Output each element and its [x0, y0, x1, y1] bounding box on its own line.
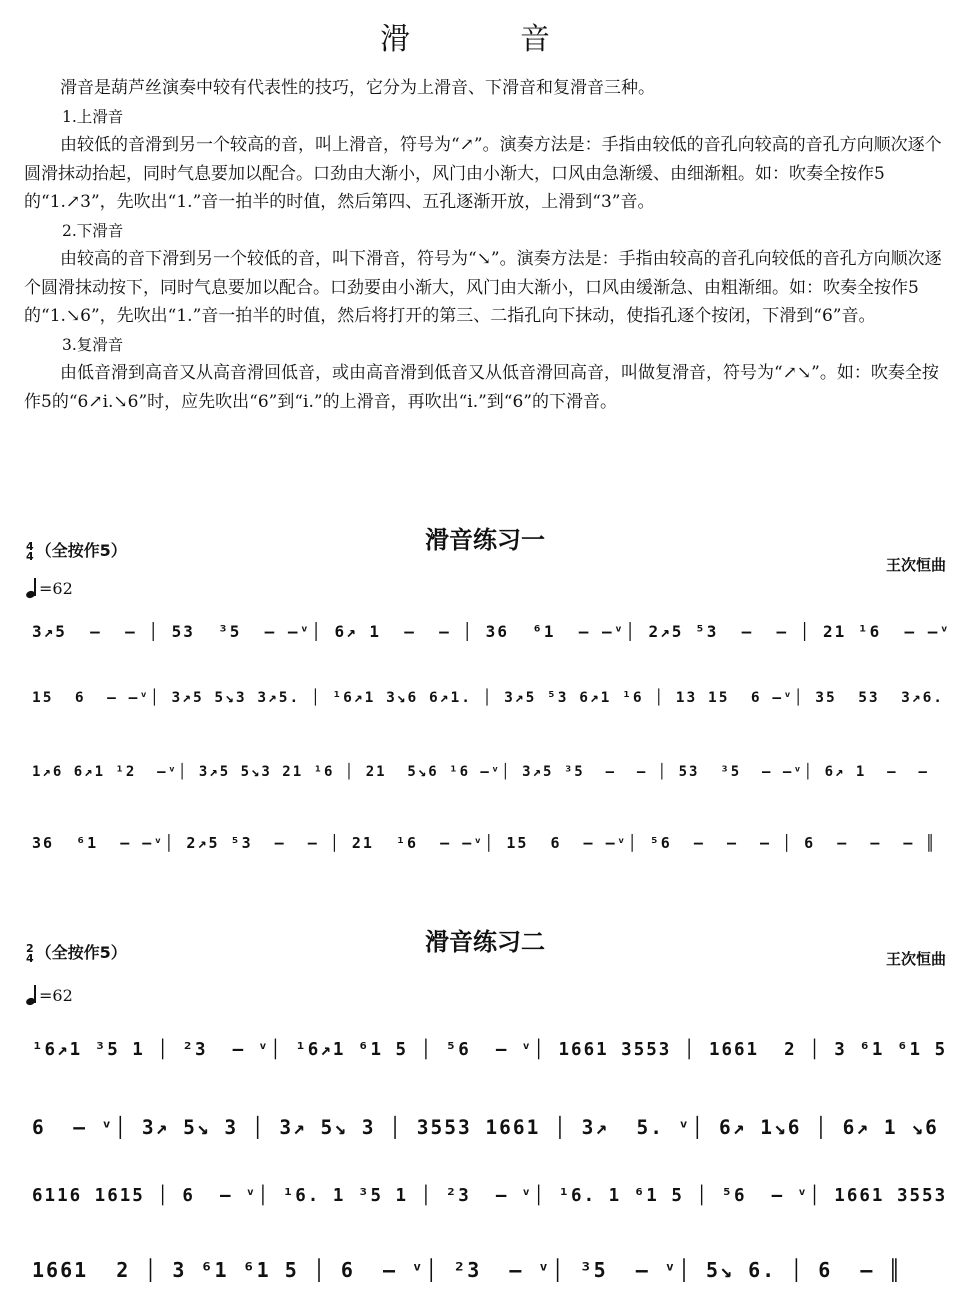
compound-glide-paragraph: 由低音滑到高音又从高音滑回低音，或由高音滑到低音又从低音滑回高音，叫做复滑音，符号为“↗↘”。如：吹奏全按作5的“6↗i.↘6”时，应先吹出“6”到“i.”的上滑音，再吹出“i.”到“6”的下滑音。	[24, 363, 939, 412]
exercise1-line: 36 ⁶1 – –ᵛ│ 2↗5 ⁵3 – – │ 21 ¹6 – –ᵛ│ 15 6 – –ᵛ│ ⁵6 – – – │ 6 – – – ║	[32, 834, 937, 852]
time-signature: 2 4	[26, 941, 34, 965]
exercise1-title: 滑音练习一	[425, 526, 545, 554]
key-note: （全按作5）	[35, 943, 127, 962]
exercise2-title: 滑音练习二	[425, 928, 545, 956]
key-note: （全按作5）	[35, 541, 127, 560]
quarter-note-icon	[26, 578, 36, 598]
exercise2-line: 6116 1615 │ 6 – ᵛ│ ¹6. 1 ³5 1 │ ²3 – ᵛ│ ¹6. 1 ⁶1 5 │ ⁵6 – ᵛ│ 1661 3553	[32, 1186, 948, 1206]
exercise1-tempo: =62	[26, 578, 73, 598]
exercise1-line: 15 6 – –ᵛ│ 3↗5 5↘3 3↗5. │ ¹6↗1 3↘6 6↗1. │ 3↗5 ⁵3 6↗1 ¹6 │ 13 15 6 –ᵛ│ 35 53 3↗6.	[32, 690, 945, 706]
exercise2-line: 1661 2 │ 3 ⁶1 ⁶1 5 │ 6 – ᵛ│ ²3 – ᵛ│ ³5 – ᵛ│ 5↘ 6. │ 6 – ║	[32, 1258, 903, 1282]
section-heading-downward-glide: 2.下滑音	[62, 221, 124, 240]
intro-text	[24, 74, 954, 416]
page-title: 滑 音	[380, 22, 590, 57]
exercise1-composer: 王次恒曲	[885, 556, 946, 574]
section-heading-compound-glide: 3.复滑音	[62, 335, 124, 354]
upward-glide-paragraph: 由较低的音滑到另一个较高的音，叫上滑音，符号为“↗”。演奏方法是：手指由较低的音孔向较高的音孔方向顺次逐个圆滑抹动抬起，同时气息要加以配合。口劲由大渐小，风门由小渐大，口风由急渐缓、由细渐粗。如：吹奏全按作5的“1.↗3”，先吹出“1.”音一拍半的时值，然后第四、五孔逐渐开放，上滑到“3”音。	[24, 135, 942, 212]
exercise1-line: 3↗5 – – │ 53 ³5 – –ᵛ│ 6↗ 1 – – │ 36 ⁶1 – –ᵛ│ 2↗5 ⁵3 – – │ 21 ¹6 – –ᵛ	[32, 622, 951, 641]
exercise2-composer: 王次恒曲	[885, 950, 946, 968]
exercise1-line: 1↗6 6↗1 ¹2 –ᵛ│ 3↗5 5↘3 21 ¹6 │ 21 5↘6 ¹6 –ᵛ│ 3↗5 ³5 – – │ 53 ³5 – –ᵛ│ 6↗ 1 – –	[32, 764, 929, 780]
time-signature: 4 4	[26, 539, 34, 563]
exercise2-line: ¹6↗1 ³5 1 │ ²3 – ᵛ│ ¹6↗1 ⁶1 5 │ ⁵6 – ᵛ│ 1661 3553 │ 1661 2 │ 3 ⁶1 ⁶1 5	[32, 1040, 948, 1060]
quarter-note-icon	[26, 985, 36, 1005]
downward-glide-paragraph: 由较高的音下滑到另一个较低的音，叫下滑音，符号为“↘”。演奏方法是：手指由较高的音孔向较低的音孔方向顺次逐个圆滑抹动按下，同时气息要加以配合。口劲要由小渐大，风门由大渐小，口风由缓渐急、由粗渐细。如：吹奏全按作5的“1.↘6”，先吹出“1.”音一拍半的时值，然后将打开的第三、二指孔向下抹动，使指孔逐个按闭，下滑到“6”音。	[24, 249, 942, 326]
section-heading-upward-glide: 1.上滑音	[62, 107, 124, 126]
exercise2-tempo: =62	[26, 985, 73, 1005]
intro-paragraph: 滑音是葫芦丝演奏中较有代表性的技巧，它分为上滑音、下滑音和复滑音三种。	[60, 78, 655, 98]
exercise2-meta	[26, 940, 127, 964]
exercise1-meta	[26, 538, 127, 562]
exercise2-line: 6 – ᵛ│ 3↗ 5↘ 3 │ 3↗ 5↘ 3 │ 3553 1661 │ 3↗ 5. ᵛ│ 6↗ 1↘6 │ 6↗ 1 ↘6	[32, 1116, 939, 1139]
